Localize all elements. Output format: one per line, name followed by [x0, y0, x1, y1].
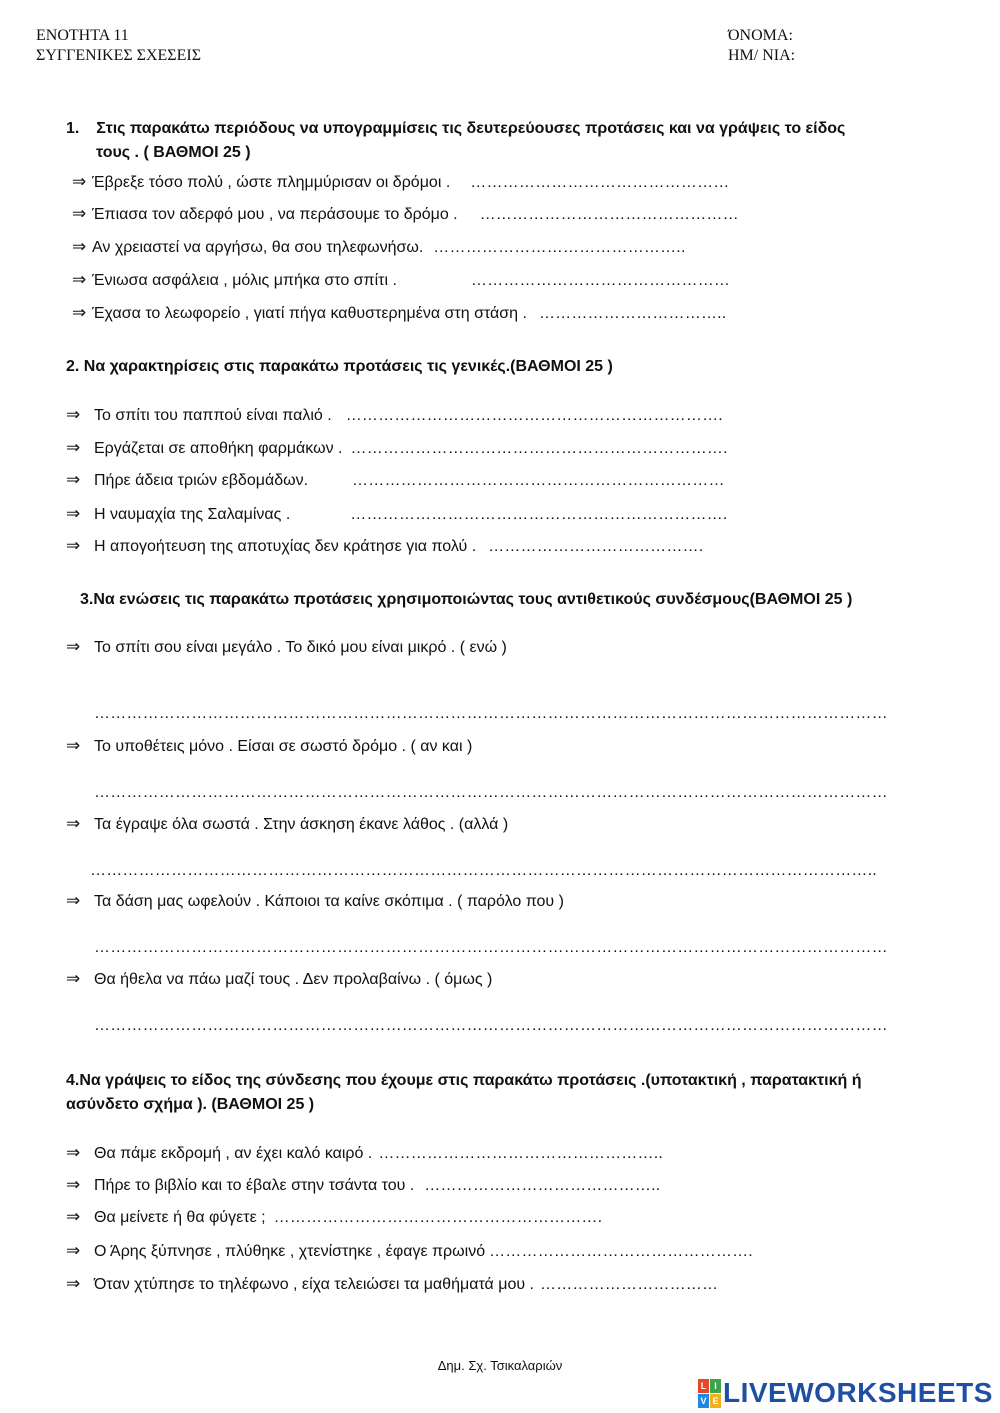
answer-line[interactable]: ………………………………………………………………………………………………………………………………… [94, 1017, 888, 1034]
sentence: Το σπίτι σου είναι μεγάλο . Το δικό μου είναι μικρό . ( ενώ ) [94, 639, 507, 656]
sentence: Πήρε άδεια τριών εβδομάδων. [94, 472, 309, 489]
arrow-icon: ⇒ [66, 637, 81, 656]
arrow-icon: ⇒ [66, 891, 81, 910]
arrow-icon: ⇒ [72, 270, 87, 289]
section3-item [66, 890, 564, 912]
answer-line[interactable]: ………………………………………………………………………………………………………………………………… [94, 784, 888, 801]
arrow-icon: ⇒ [66, 736, 81, 755]
arrow-icon: ⇒ [66, 470, 81, 489]
section2-item [66, 535, 703, 557]
answer-dots[interactable]: …………………………………. [488, 538, 704, 555]
section3-title: 3.Να ενώσεις τις παρακάτω προτάσεις χρησιμοποιώντας τους αντιθετικούς συνδέσμους(ΒΑΘΜΟΙ 25 ) [80, 591, 853, 608]
answer-dots[interactable]: ………………………………………… [470, 174, 730, 191]
sentence: Η ναυμαχία της Σαλαμίνας . [94, 506, 291, 523]
arrow-icon: ⇒ [72, 204, 87, 223]
cube-letter: V [698, 1394, 709, 1408]
answer-dots[interactable]: …………………………….. [538, 305, 727, 322]
cube-letter: I [710, 1379, 721, 1393]
section3-item [66, 636, 507, 658]
unit-label: ΕΝΟΤΗΤΑ 11 [36, 27, 129, 44]
section1-title [66, 117, 845, 140]
arrow-icon: ⇒ [66, 814, 81, 833]
section4-title-cont: ασύνδετο σχήμα ). (ΒΑΘΜΟΙ 25 ) [66, 1096, 315, 1113]
arrow-icon: ⇒ [66, 536, 81, 555]
section3-item [66, 735, 472, 757]
answer-dots[interactable]: ……………………………………………………………. [350, 506, 728, 523]
section1-number: 1. [66, 120, 80, 137]
section4-item [66, 1273, 718, 1295]
answer-dots[interactable]: …………………………………………………………… [352, 472, 725, 489]
answer-dots[interactable]: …………………………………………. [489, 1243, 753, 1260]
brand-name: LIVEWORKSHEETS [723, 1377, 993, 1408]
arrow-icon: ⇒ [66, 1241, 81, 1260]
arrow-icon: ⇒ [66, 1143, 81, 1162]
header-right [728, 26, 795, 66]
date-label: ΗΜ/ ΝΙΑ: [728, 47, 796, 64]
sentence: Έχασα το λεωφορείο , γιατί πήγα καθυστερημένα στη στάση . [92, 305, 527, 322]
sentence: Τα δάση μας ωφελούν . Κάποιοι τα καίνε σκόπιμα . ( παρόλο που ) [94, 893, 564, 910]
logo-cube-icon [698, 1379, 720, 1407]
section2-title: 2. Να χαρακτηρίσεις στις παρακάτω προτάσεις τις γενικές.(ΒΑΘΜΟΙ 25 ) [66, 358, 613, 375]
answer-dots[interactable]: ……………………………………….. [433, 239, 686, 256]
name-label: ΌΝΟΜΑ: [728, 27, 793, 44]
arrow-icon: ⇒ [66, 405, 81, 424]
sentence: Θα μείνετε ή θα φύγετε ; [94, 1209, 266, 1226]
section1-title-line1: Στις παρακάτω περιόδους να υπογραμμίσεις τις δευτερεύουσες προτάσεις και να γράψεις το είδος [96, 120, 846, 137]
section4-title: 4.Να γράψεις το είδος της σύνδεσης που έχουμε στις παρακάτω προτάσεις .(υποτακτική , παρατακτική ή [66, 1072, 862, 1089]
answer-dots[interactable]: ………………………………………… [470, 272, 731, 289]
sentence: Εργάζεται σε αποθήκη φαρμάκων . [94, 440, 343, 457]
answer-dots[interactable]: …………………………………….. [424, 1177, 661, 1194]
section4-item [66, 1174, 660, 1196]
section1-title-line2: τους . ( ΒΑΘΜΟΙ 25 ) [96, 144, 251, 161]
sentence: Τα έγραψε όλα σωστά . Στην άσκηση έκανε λάθος . (αλλά ) [94, 816, 509, 833]
answer-dots[interactable]: ……………………………………………………………. [350, 440, 728, 457]
arrow-icon: ⇒ [66, 504, 81, 523]
answer-dots[interactable]: ………………………………………… [479, 206, 739, 223]
arrow-icon: ⇒ [66, 438, 81, 457]
section2-item [66, 437, 728, 459]
section2-item [66, 503, 728, 525]
section4-item [66, 1206, 602, 1228]
answer-dots[interactable]: ……………………………………………………. [273, 1209, 603, 1226]
section1-title-cont [96, 141, 251, 164]
arrow-icon: ⇒ [72, 172, 87, 191]
section4-item [66, 1142, 663, 1164]
answer-dots[interactable]: …………………………… [540, 1276, 719, 1293]
cube-letter: E [710, 1394, 721, 1408]
answer-dots[interactable]: …………………………………………….. [378, 1145, 664, 1162]
arrow-icon: ⇒ [66, 969, 81, 988]
header-left [36, 26, 201, 66]
sentence: Το υποθέτεις μόνο . Είσαι σε σωστό δρόμο . ( αν και ) [94, 738, 473, 755]
answer-dots[interactable]: ……………………………………………………………. [345, 407, 723, 424]
sentence: Ο Άρης ξύπνησε , πλύθηκε , χτενίστηκε , έφαγε πρωινό [94, 1243, 486, 1260]
answer-line[interactable]: ………………………………………………………………………………………………………………………………… [94, 939, 888, 956]
sentence: Έβρεξε τόσο πολύ , ώστε πλημμύρισαν οι δρόμοι . [92, 174, 451, 191]
cube-letter: L [698, 1379, 709, 1393]
liveworksheets-logo[interactable] [698, 1378, 993, 1408]
section4-item [66, 1240, 753, 1262]
sentence: Ένιωσα ασφάλεια , μόλις μπήκα στο σπίτι . [92, 272, 397, 289]
sentence: Αν χρειαστεί να αργήσω, θα σου τηλεφωνήσω. [92, 239, 424, 256]
section2-item [66, 404, 723, 426]
school-footer: Δημ. Σχ. Τσικαλαριών [437, 1358, 563, 1373]
answer-line[interactable]: ……………………………………………………………………………………………………………………………….. [90, 862, 877, 879]
section3-item [66, 813, 508, 835]
section2-item [66, 469, 725, 491]
section1-item [72, 269, 730, 291]
section1-item [72, 203, 739, 225]
section1-item [72, 302, 726, 324]
sentence: Έπιασα τον αδερφό μου , να περάσουμε το δρόμο . [92, 206, 458, 223]
section3-item [66, 968, 492, 990]
section1-item [72, 171, 729, 193]
arrow-icon: ⇒ [72, 237, 87, 256]
arrow-icon: ⇒ [66, 1207, 81, 1226]
sentence: Όταν χτύπησε το τηλέφωνο , είχα τελειώσει τα μαθήματά μου . [94, 1276, 534, 1293]
sentence: Η απογοήτευση της αποτυχίας δεν κράτησε για πολύ . [94, 538, 477, 555]
arrow-icon: ⇒ [66, 1175, 81, 1194]
sentence: Θα πάμε εκδρομή , αν έχει καλό καιρό . [94, 1145, 373, 1162]
sentence: Πήρε το βιβλίο και το έβαλε στην τσάντα του . [94, 1177, 415, 1194]
answer-line[interactable]: ………………………………………………………………………………………………………………………………… [94, 705, 888, 722]
arrow-icon: ⇒ [72, 303, 87, 322]
section1-item [72, 236, 686, 258]
sentence: Θα ήθελα να πάω μαζί τους . Δεν προλαβαίνω . ( όμως ) [94, 971, 493, 988]
unit-subtitle: ΣΥΓΓΕΝΙΚΕΣ ΣΧΕΣΕΙΣ [36, 47, 202, 64]
sentence: Το σπίτι του παππού είναι παλιό . [94, 407, 332, 424]
arrow-icon: ⇒ [66, 1274, 81, 1293]
